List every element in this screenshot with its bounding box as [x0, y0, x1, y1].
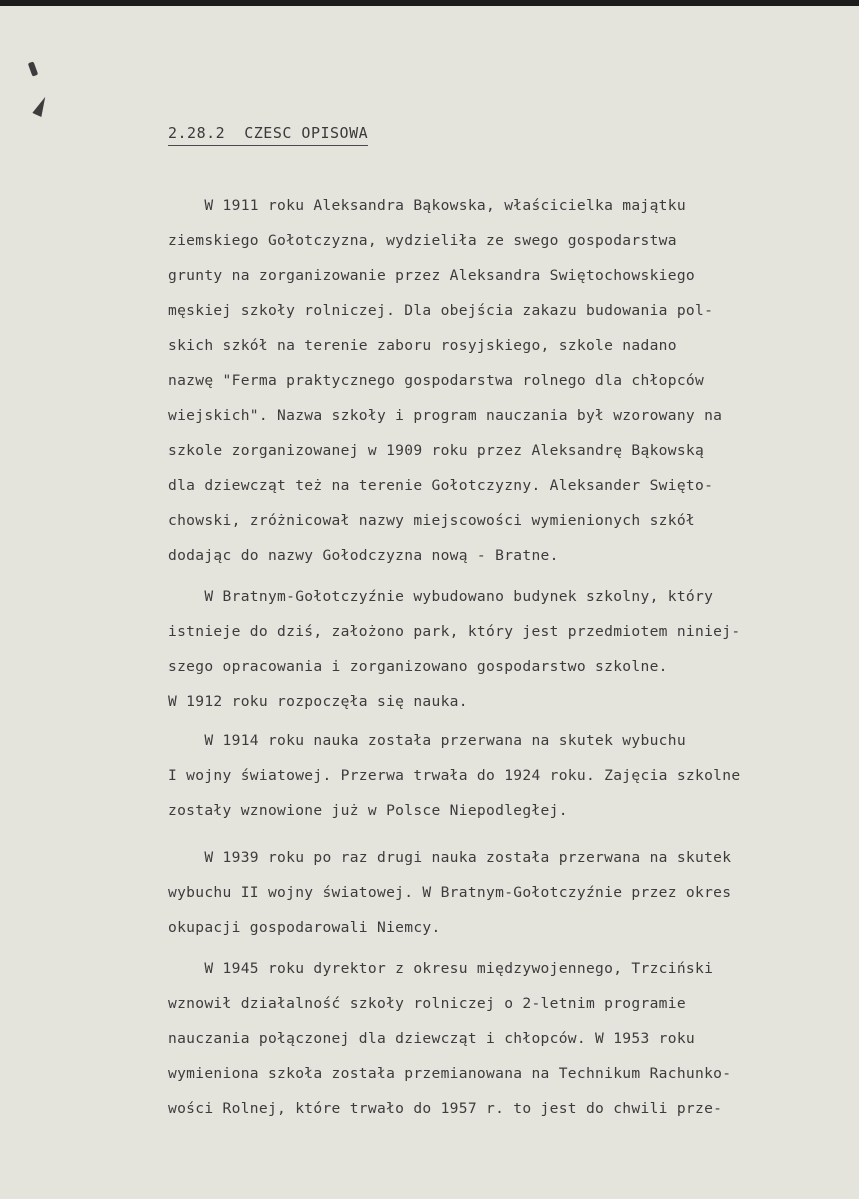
text-line: W Bratnym-Gołotczyźnie wybudowano budynek szkolny, który	[168, 588, 714, 605]
text-line: wymieniona szkoła została przemianowana na Technikum Rachunko-	[168, 1065, 732, 1082]
paragraph	[168, 188, 843, 573]
scan-speck	[32, 95, 50, 117]
text-line: szego opracowania i zorganizowano gospodarstwo szkolne.	[168, 658, 668, 675]
paragraph	[168, 951, 843, 1126]
text-line: chowski, zróżnicował nazwy miejscowości wymienionych szkół	[168, 512, 695, 529]
paragraph	[168, 723, 843, 828]
text-line: nazwę "Ferma praktycznego gospodarstwa rolnego dla chłopców	[168, 372, 705, 389]
scan-speck	[28, 61, 38, 76]
text-line: dodając do nazwy Gołodczyzna nową - Bratne.	[168, 547, 559, 564]
text-line: skich szkół na terenie zaboru rosyjskiego, szkole nadano	[168, 337, 677, 354]
text-line: wiejskich". Nazwa szkoły i program nauczania był wzorowany na	[168, 407, 723, 424]
text-line: szkole zorganizowanej w 1909 roku przez Aleksandrę Bąkowską	[168, 442, 705, 459]
text-line: W 1912 roku rozpoczęła się nauka.	[168, 693, 468, 710]
text-line: I wojny światowej. Przerwa trwała do 1924 roku. Zajęcia szkolne	[168, 767, 741, 784]
text-line: W 1911 roku Aleksandra Bąkowska, właścicielka majątku	[168, 197, 686, 214]
text-line: wości Rolnej, które trwało do 1957 r. to jest do chwili prze-	[168, 1100, 723, 1117]
paragraph	[168, 579, 843, 719]
text-line: okupacji gospodarowali Niemcy.	[168, 919, 441, 936]
section-heading: 2.28.2 CZESC OPISOWA	[168, 123, 368, 146]
text-line: ziemskiego Gołotczyzna, wydzieliła ze swego gospodarstwa	[168, 232, 677, 249]
text-line: męskiej szkoły rolniczej. Dla obejścia zakazu budowania pol-	[168, 302, 714, 319]
text-line: nauczania połączonej dla dziewcząt i chłopców. W 1953 roku	[168, 1030, 695, 1047]
text-line: zostały wznowione już w Polsce Niepodległej.	[168, 802, 568, 819]
text-line: wybuchu II wojny światowej. W Bratnym-Gołotczyźnie przez okres	[168, 884, 732, 901]
text-line: W 1945 roku dyrektor z okresu międzywojennego, Trzciński	[168, 960, 714, 977]
text-line: dla dziewcząt też na terenie Gołotczyzny. Aleksander Swięto-	[168, 477, 714, 494]
text-line: wznowił działalność szkoły rolniczej o 2-letnim programie	[168, 995, 686, 1012]
text-line: grunty na zorganizowanie przez Aleksandra Swiętochowskiego	[168, 267, 695, 284]
text-line: W 1939 roku po raz drugi nauka została przerwana na skutek	[168, 849, 732, 866]
text-line: istnieje do dziś, założono park, który jest przedmiotem niniej-	[168, 623, 741, 640]
text-line: W 1914 roku nauka została przerwana na skutek wybuchu	[168, 732, 686, 749]
paragraph	[168, 840, 843, 945]
